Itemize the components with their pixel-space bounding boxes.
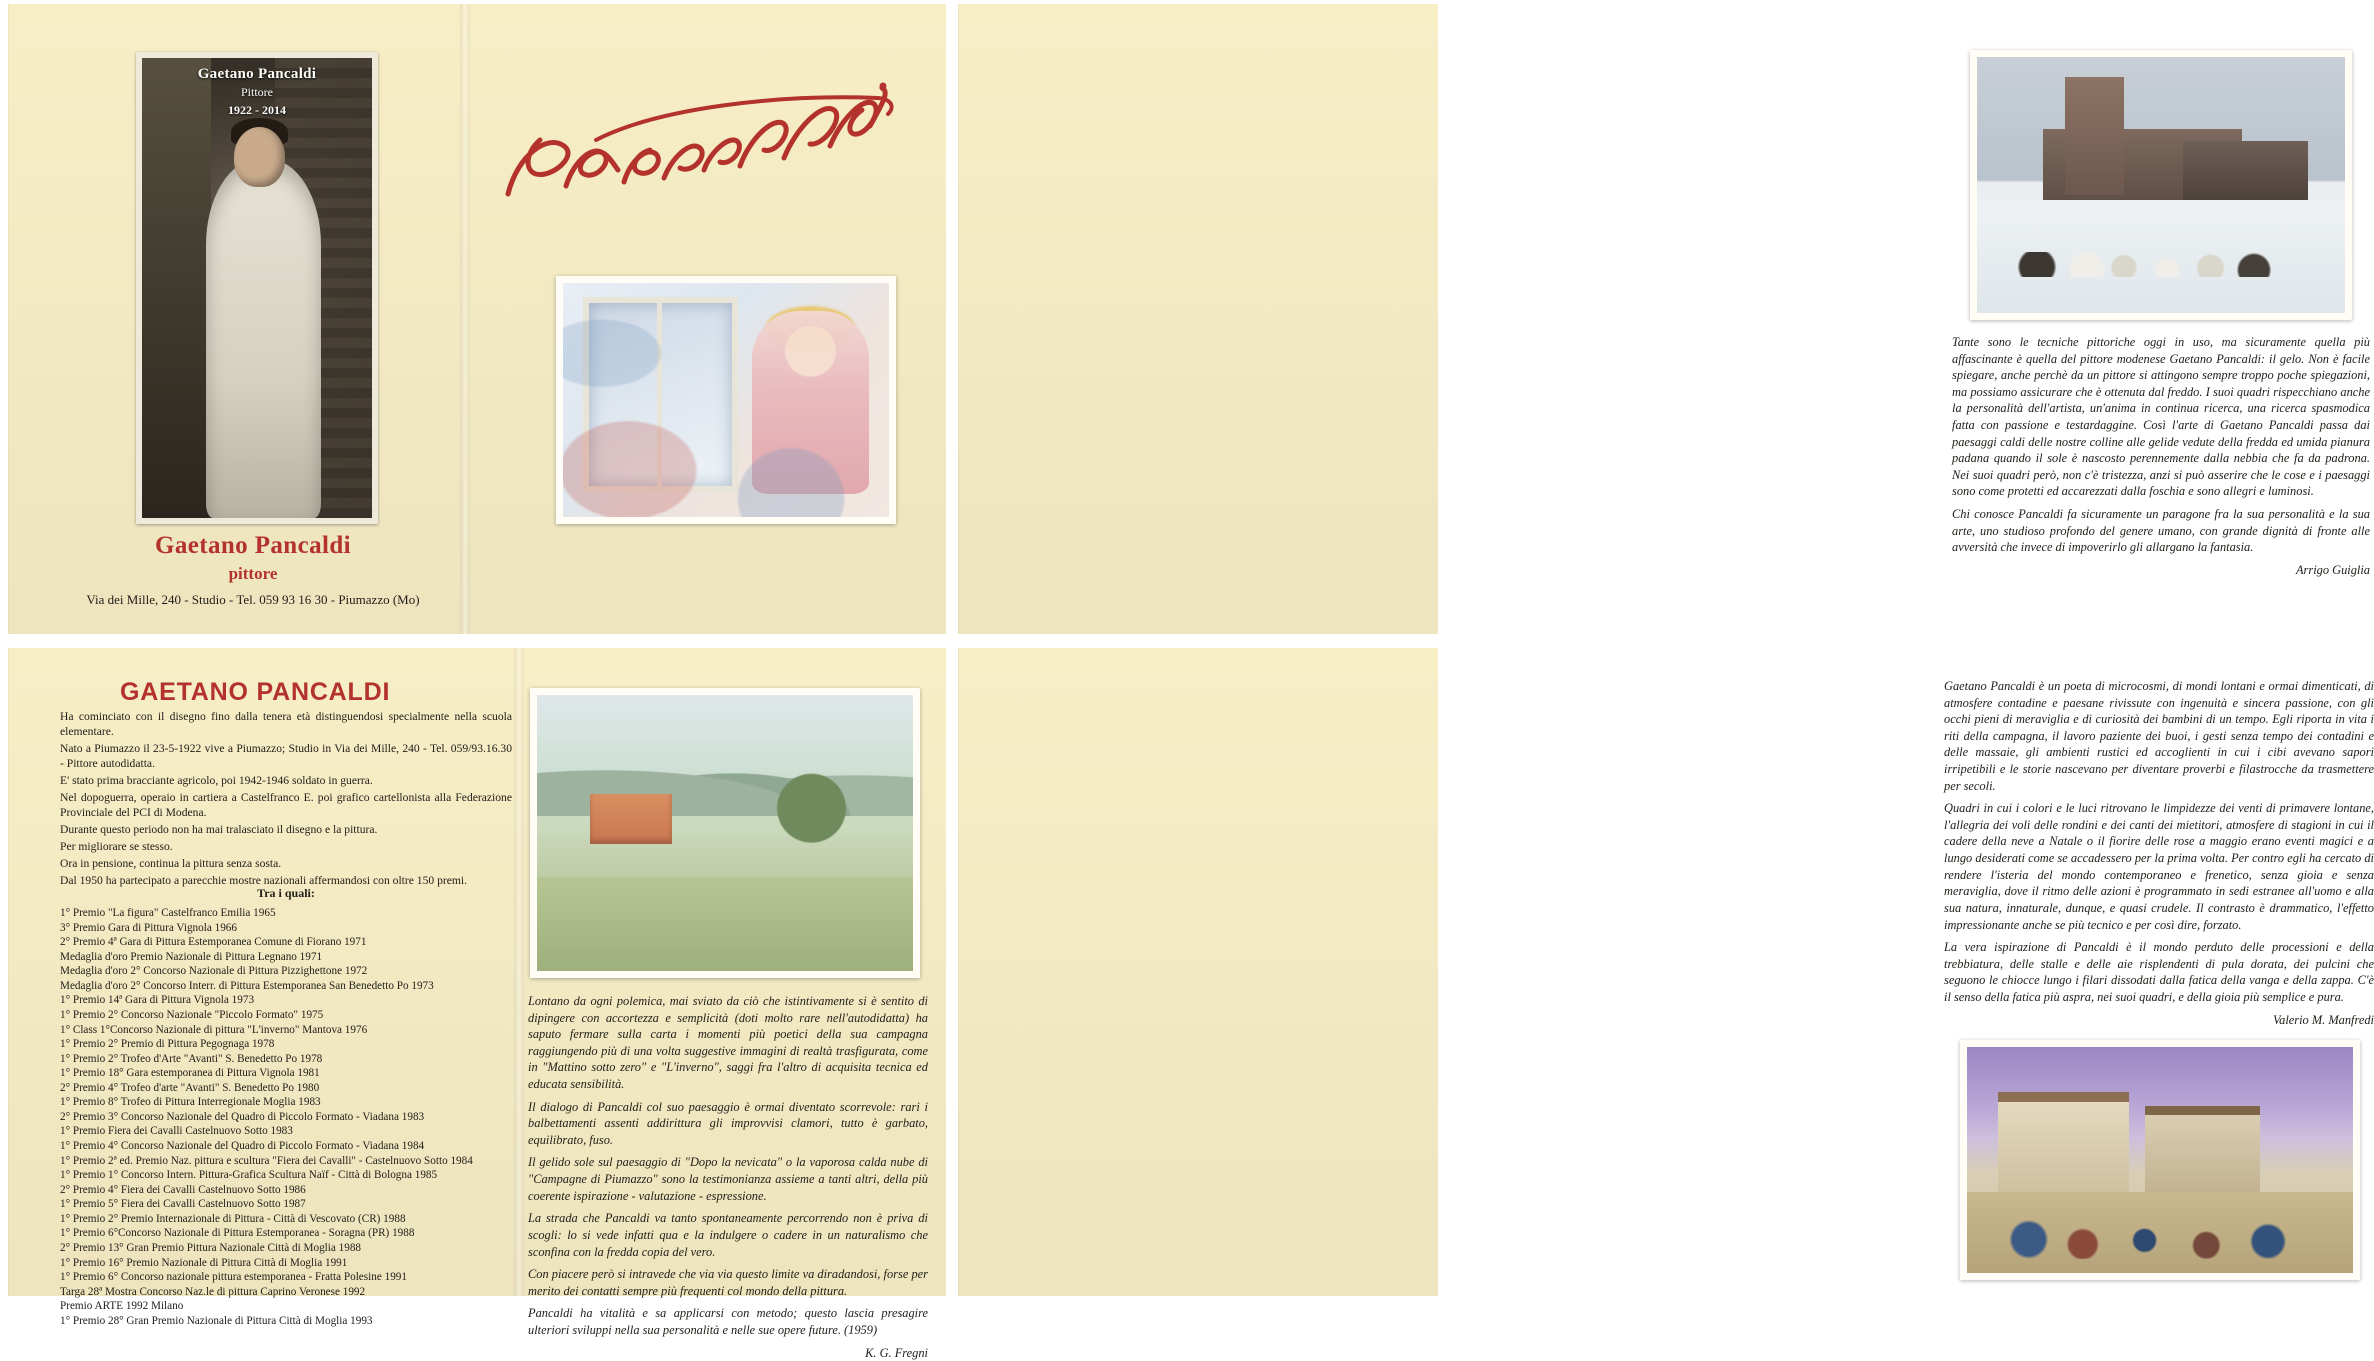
- page-title: Gaetano Pancaldi: [155, 532, 351, 559]
- identity-role: pittore: [228, 564, 278, 583]
- award-item: 1° Premio 6° Concorso nazionale pittura estemporanea - Fratta Polesine 1991: [60, 1271, 407, 1284]
- award-item: Premio ARTE 1992 Milano: [60, 1300, 184, 1313]
- award-item: 2° Premio 3° Concorso Nazionale del Quadro di Piccolo Formato - Viadana 1983: [60, 1110, 425, 1123]
- artwork-castle-snow: [1970, 50, 2352, 320]
- award-item: 1° Premio 5° Fiera dei Cavalli Castelnuovo Sotto 1987: [60, 1198, 306, 1211]
- award-item: 1° Premio Fiera dei Cavalli Castelnuovo Sotto 1983: [60, 1125, 293, 1138]
- manfredi-paragraph: La vera ispirazione di Pancaldi è il mondo perduto delle processioni e della trebbiatura, delle stalle e delle aie risplendenti di pula dorata, dei pulcini che seguono le chiocce lungo i filari dissodati dalla fatica della vanga e della zappa. C'è il senso della fatica più aspra, nei suoi quadri, e della gioia più semplice e pura.: [1944, 940, 2374, 1004]
- award-item: Medaglia d'oro 2° Concorso Nazionale di Pittura Pizzighettone 1972: [60, 965, 368, 978]
- panel-top-left: [8, 4, 946, 634]
- fold-line: [460, 4, 470, 634]
- award-item: Medaglia d'oro 2° Concorso Interr. di Pittura Estemporanea San Benedetto Po 1973: [60, 979, 434, 992]
- identity-address: Via dei Mille, 240 - Studio - Tel. 059 93 16 30 - Piumazzo (Mo): [86, 592, 420, 607]
- photo-caption-role: Pittore: [241, 85, 273, 99]
- fregni-signature: K. G. Fregni: [865, 1345, 928, 1360]
- fregni-paragraph: Il gelido sole sul paesaggio di "Dopo la nevicata" o la vaporosa calda nube di "Campagne di Piumazzo" sono la testimonianza assieme a tanti altri, della più coerente ispirazione - valutazione - espressione.: [528, 1155, 928, 1203]
- award-item: Medaglia d'oro Premio Nazionale di Pittura Legnano 1971: [60, 950, 323, 963]
- fregni-paragraph: La strada che Pancaldi va tanto spontaneamente percorrendo non è priva di scogli: lo si vede infatti qua e la indulgere o cadere in un naturalismo che sconfina con la fredda copia del vero.: [528, 1211, 928, 1259]
- text-manfredi: [1944, 678, 2374, 1028]
- award-item: 1° Premio 2ª ed. Premio Naz. pittura e scultura "Fiera dei Cavalli" - Castelnuovo Sotto 1984: [60, 1154, 473, 1167]
- award-item: 1° Premio 28° Gran Premio Nazionale di Pittura Città di Moglia 1993: [60, 1314, 373, 1327]
- fregni-paragraph: Con piacere però si intravede che via via questo limite va diradandosi, forse per merito dei contatti sempre più frequenti col mondo della pittura.: [528, 1267, 928, 1298]
- signature-logo: [478, 74, 908, 234]
- artwork-farmyard: [1960, 1040, 2360, 1280]
- award-item: 1° Premio 1° Concorso Intern. Pittura-Grafica Scultura Naïf - Città di Bologna 1985: [60, 1169, 438, 1182]
- award-item: 2° Premio 4° Fiera dei Cavalli Castelnuovo Sotto 1986: [60, 1183, 306, 1196]
- photo-caption: [136, 66, 378, 118]
- award-item: 1° Premio 18° Gara estemporanea di Pittura Vignola 1981: [60, 1067, 320, 1080]
- award-item: 1° Premio "La figura" Castelfranco Emilia 1965: [60, 907, 276, 919]
- fregni-paragraph: Il dialogo di Pancaldi col suo paesaggio è ormai diventato scorrevole: rari i balbettamenti assenti addirittura gli improvvisi clamori, tutto è garbato, equilibrato, fuso.: [528, 1099, 928, 1147]
- award-item: 1° Premio 8° Trofeo di Pittura Interregionale Moglia 1983: [60, 1096, 321, 1109]
- bio-paragraph: Ora in pensione, continua la pittura senza sosta.: [60, 856, 282, 870]
- bio-paragraph: Per migliorare se stesso.: [60, 839, 173, 853]
- award-item: 1° Premio 2° Trofeo d'Arte "Avanti" S. Benedetto Po 1978: [60, 1052, 323, 1065]
- artwork-landscape: [530, 688, 920, 978]
- panel-bottom-left: [8, 648, 946, 1360]
- manfredi-signature: Valerio M. Manfredi: [2272, 1012, 2374, 1027]
- photo-caption-name: Gaetano Pancaldi: [197, 66, 317, 82]
- text-guiglia: [1952, 334, 2370, 579]
- photo-caption-years: 1922 - 2014: [228, 103, 286, 117]
- text-fregni: [528, 993, 928, 1361]
- manfredi-paragraph: Quadri in cui i colori e le luci ritrovano le limpidezze dei venti di primavere lontane, l'allegria dei voli delle rondini e dei canti dei mietitori, atmosfere di stagioni in cui il cadere della neve a Natale o il fiorire delle rose a maggio erano eventi magici e a lungo desiderati come se accadessero per la prima volta. Per contro egli ha cercato di rendere l'isteria del mondo contemporaneo e frenetico, senza gioia e senza meraviglia, dove il ritmo delle azioni è programmato in sedi estranee all'uomo e alla sua natura, innaturale, dunque, e quasi crudele. Il contrasto è drammatico, l'effetto impressionante anche se più tecnico e per così dire, forzato.: [1944, 801, 2374, 932]
- award-item: 1° Premio 2° Concorso Nazionale "Piccolo Formato" 1975: [60, 1008, 324, 1021]
- manfredi-paragraph: Gaetano Pancaldi è un poeta di microcosmi, di mondi lontani e ormai dimenticati, di atmosfere contadine e paesane rivissute con ingenuità e sincera passione, con gli occhi pieni di meraviglia e di curiosità dei bambini di un tempo. Egli riporta in vita i riti della campagna, il lavoro paziente dei buoi, i gesti senza tempo dei contadini e delle massaie, gli ambienti rustici ed accoglienti in cui i cibi avevano sapori irripetibili e le storie nascevano per diventare proverbi e filastrocche da trasmettere per secoli.: [1944, 679, 2374, 793]
- bio-title: GAETANO PANCALDI: [120, 678, 391, 706]
- fregni-paragraph: Pancaldi ha vitalità e sa applicarsi con metodo; questo lascia presagire ulteriori sviluppi nella sua personalità e nelle sue opere future. (1959): [528, 1306, 928, 1337]
- guiglia-paragraph-2: Chi conosce Pancaldi fa sicuramente un paragone fra la sua personalità e la sua arte, uno studioso profondo del genere umano, con grande dignità di fronte alle avversità che invece di impoverirlo gli allargano la fantasia.: [1952, 507, 2370, 555]
- award-item: 1° Premio 16° Premio Nazionale di Pittura Città di Moglia 1991: [60, 1256, 348, 1269]
- bio-paragraph: Durante questo periodo non ha mai tralasciato il disegno e la pittura.: [60, 822, 378, 836]
- award-item: 1° Premio 6°Concorso Nazionale di Pittura Estemporanea - Soragna (PR) 1988: [60, 1227, 415, 1240]
- awards-header: Tra i quali:: [257, 886, 315, 900]
- bio-body: [60, 710, 512, 890]
- award-item: 2° Premio 4° Trofeo d'arte "Avanti" S. Benedetto Po 1980: [60, 1081, 320, 1094]
- award-item: 2° Premio 4ª Gara di Pittura Estemporanea Comune di Fiorano 1971: [60, 936, 367, 949]
- award-item: 1° Premio 2° Premio di Pittura Pegognaga 1978: [60, 1038, 275, 1051]
- award-item: 1° Premio 14ª Gara di Pittura Vignola 1973: [60, 994, 255, 1007]
- award-item: 1° Premio 4° Concorso Nazionale del Quadro di Piccolo Formato - Viadana 1984: [60, 1140, 425, 1152]
- bio-paragraph: Nel dopoguerra, operaio in cartiera a Castelfranco E. poi grafico cartellonista alla Federazione Provinciale del PCI di Modena.: [60, 790, 512, 819]
- panel-top-right: [958, 4, 2370, 634]
- award-item: Targa 28ª Mostra Concorso Naz.le di pittura Caprino Veronese 1992: [60, 1285, 366, 1298]
- awards-list: [60, 906, 530, 1328]
- panel-bottom-right: [958, 648, 2374, 1296]
- award-item: 1° Class 1°Concorso Nazionale di pittura "L'inverno" Mantova 1976: [60, 1023, 368, 1036]
- award-item: 2° Premio 13° Gran Premio Pittura Nazionale Città di Moglia 1988: [60, 1241, 362, 1254]
- bio-paragraph: Dal 1950 ha partecipato a parecchie mostre nazionali affermandosi con oltre 150 premi.: [60, 873, 468, 887]
- bio-paragraph: Ha cominciato con il disegno fino dalla tenera età distinguendosi specialmente nella scuola elementare.: [60, 710, 512, 738]
- award-item: 3° Premio Gara di Pittura Vignola 1966: [60, 921, 237, 934]
- award-item: 1° Premio 2° Premio Internazionale di Pittura - Città di Vescovato (CR) 1988: [60, 1212, 406, 1225]
- artwork-window-girl: [556, 276, 896, 524]
- fregni-paragraph: Lontano da ogni polemica, mai sviato da ciò che istintivamente si è sentito di dipingere con accortezza e semplicità (doti molto rare nell'autodidatta) ha saputo fermare sulla carta i momenti più poetici della sua campagna raggiungendo più di una volta suggestive immagini di realtà trasfigurata, come in "Mattino sotto zero" e "L'inverno", saggi fra l'altro di acquisita tecnica ed educata sensibilità.: [528, 994, 928, 1092]
- bio-paragraph: Nato a Piumazzo il 23-5-1922 vive a Piumazzo; Studio in Via dei Mille, 240 - Tel. 059/93.16.30 - Pittore autodidatta.: [60, 741, 512, 770]
- bio-paragraph: E' stato prima bracciante agricolo, poi 1942-1946 soldato in guerra.: [60, 773, 373, 787]
- portrait-photo: [136, 52, 378, 524]
- guiglia-signature: Arrigo Guiglia: [2295, 562, 2370, 577]
- guiglia-paragraph-1: Tante sono le tecniche pittoriche oggi in uso, ma sicuramente quella più affascinante è quella del pittore modenese Gaetano Pancaldi: il gelo. Non è facile spiegare, anche perchè da un pittore si attingono sempre troppo poche spiegazioni, ma possiamo assicurare che è ottenuta dal freddo. I suoi quadri rispecchiano anche la personalità dell'artista, un'anima in continua ricerca, una ricerca spasmodica fatta con passione e testardaggine. Così l'arte di Gaetano Pancaldi passa dai paesaggi caldi delle nostre colline alle gelide vedute della fredda ed umida pianura padana quando il sole è nascosto perennemente dalla nebbia che fa da padrona. Nei suoi quadri però, non c'è tristezza, anzi si può asserire che le cose e i paesaggi sono come protetti ed accarezzati dalla foschia e sono allegri e luminosi.: [1952, 335, 2370, 499]
- identity-block: [68, 532, 438, 608]
